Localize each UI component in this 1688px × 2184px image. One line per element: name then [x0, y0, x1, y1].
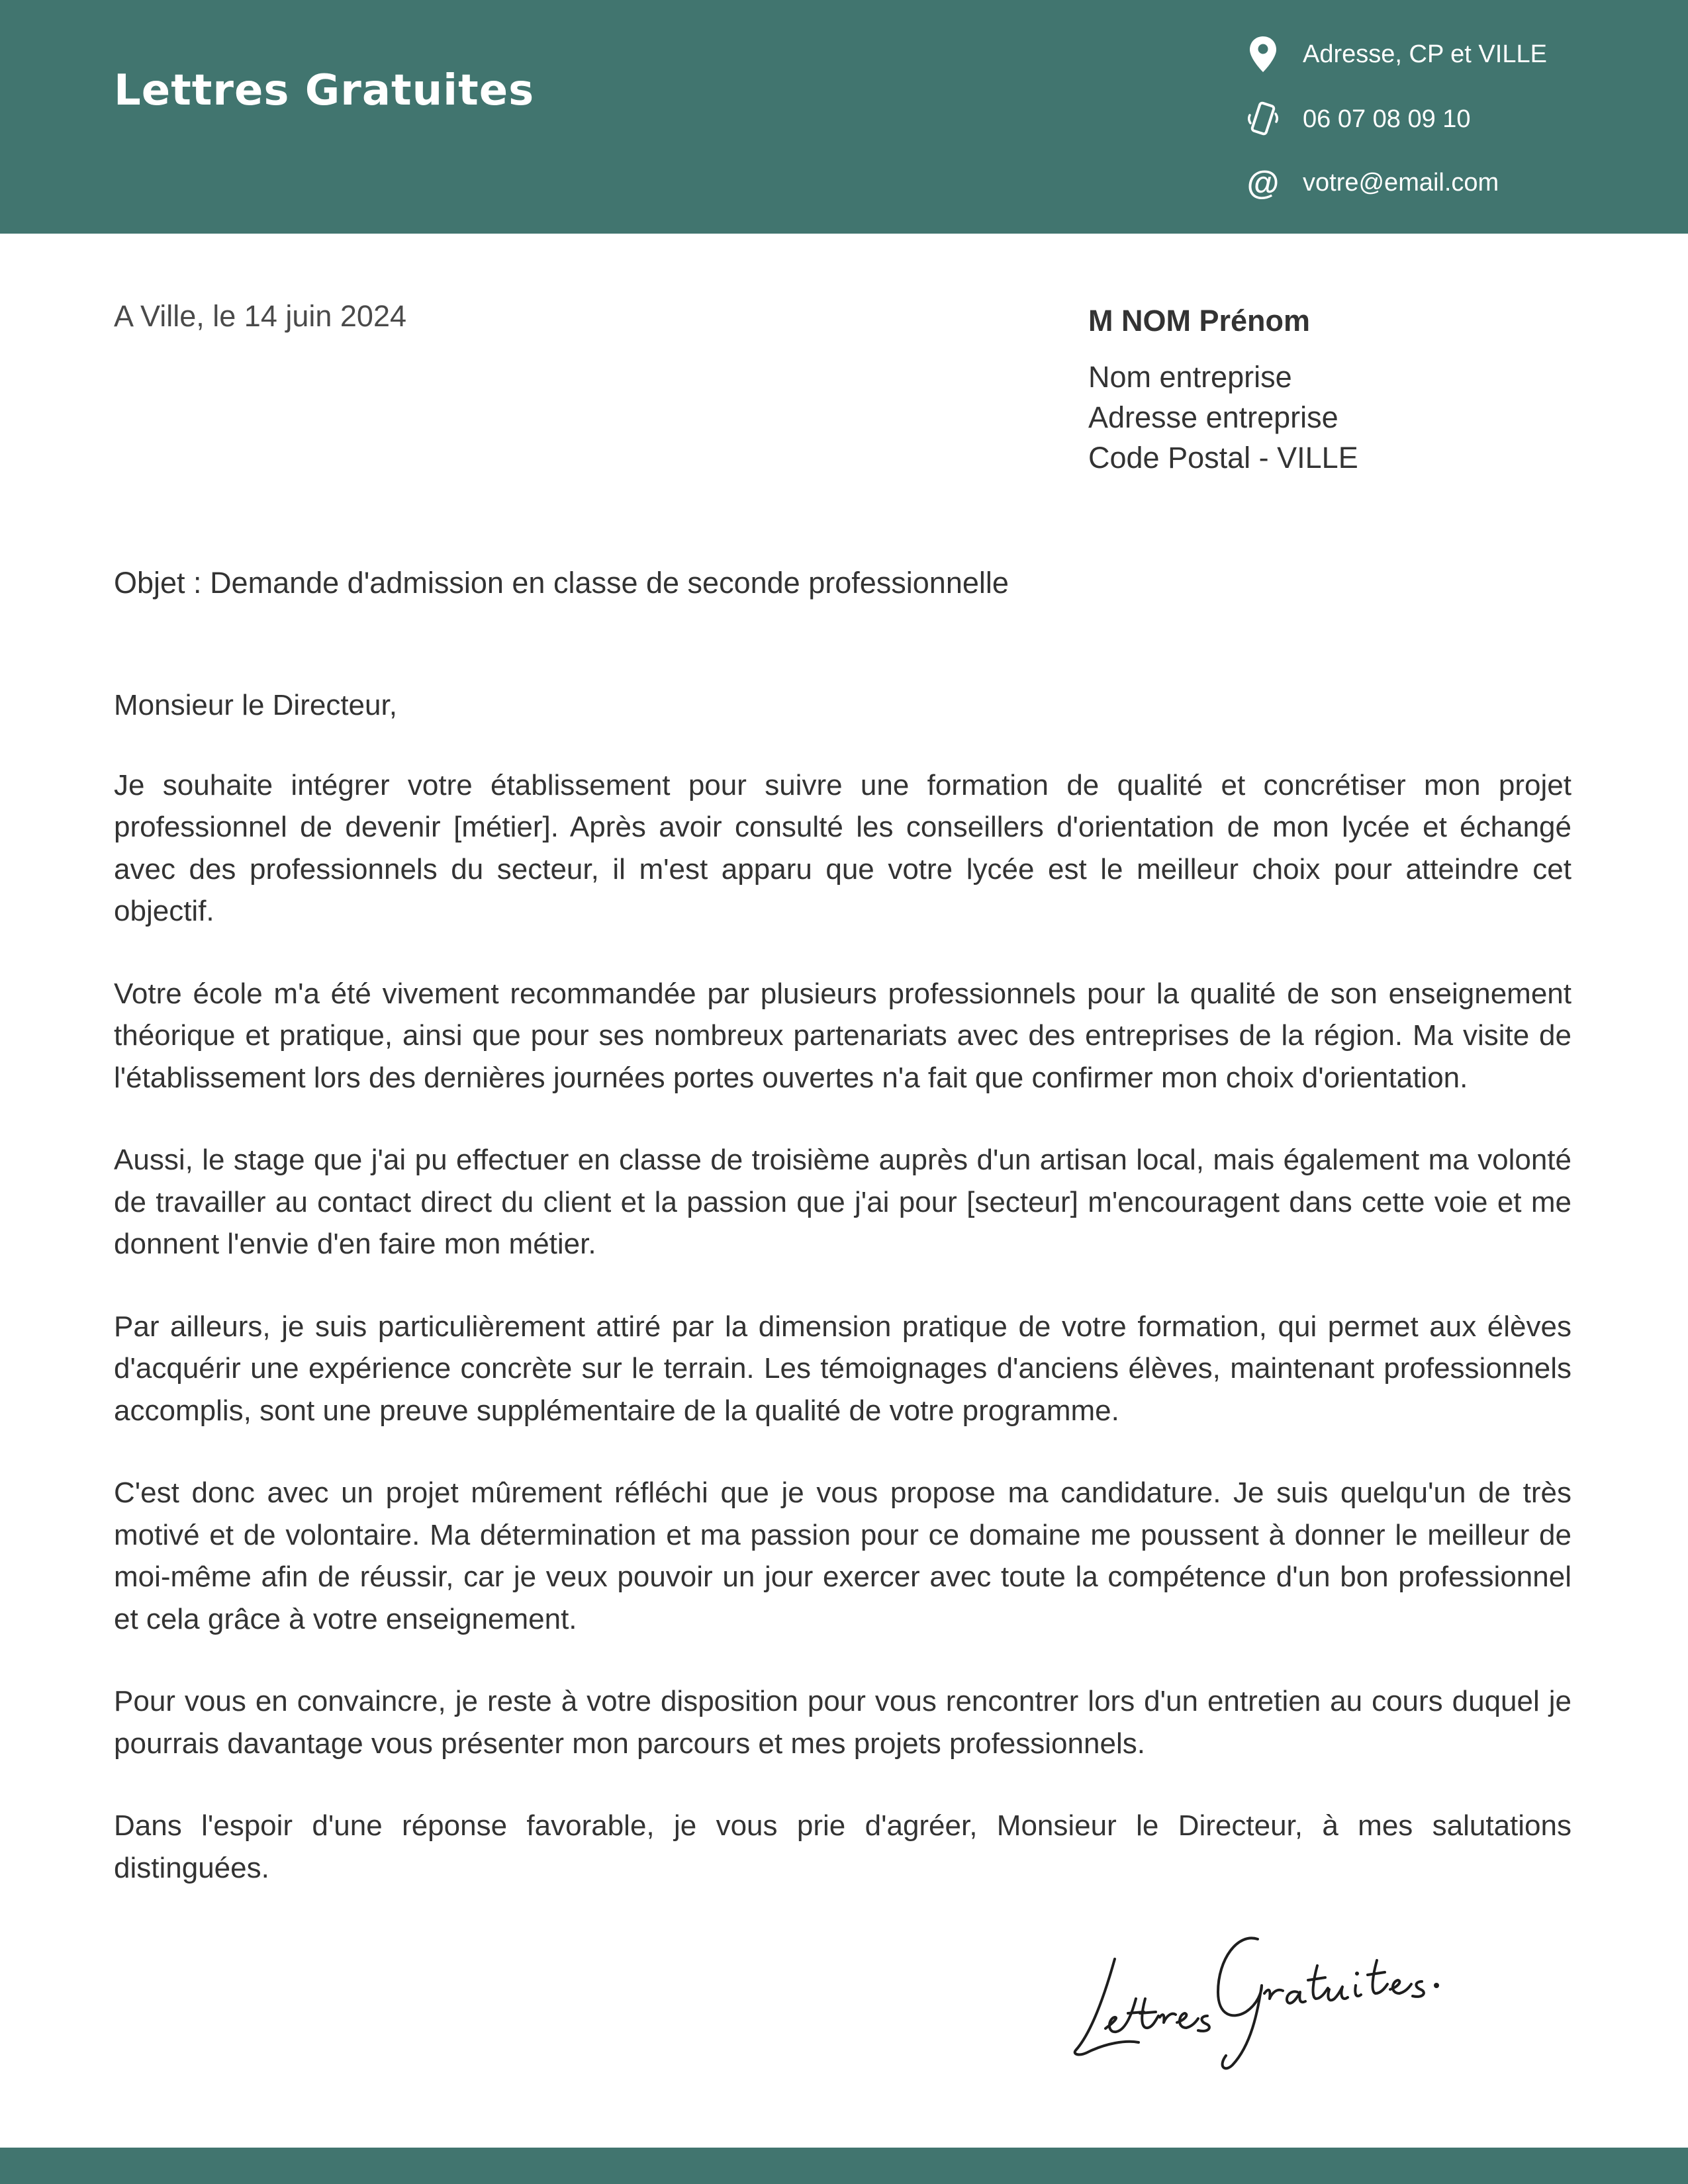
body-paragraph: Pour vous en convaincre, je reste à votre disposition pour vous rencontrer lors d'un entretien au cours duquel je pourrais davantage vous présenter mon parcours et mes projets professionnels. [114, 1685, 1571, 1760]
header-band [0, 0, 1688, 234]
brand-title: Lettres Gratuites [114, 66, 535, 115]
body-paragraph: Je souhaite intégrer votre établissement pour suivre une formation de qualité et concrétiser mon projet professionnel de devenir [métier]. Après avoir consulté les conseillers d'orientation de mon lycée et échangé avec des professionnels du secteur, il m'est apparu que votre lycée est le meilleur choix pour atteindre cet objectif. [114, 768, 1571, 927]
letter-date: A Ville, le 14 juin 2024 [114, 299, 407, 333]
letter-body [114, 684, 1571, 1929]
handwritten-signature [1059, 1893, 1456, 2071]
footer-band [0, 2148, 1688, 2184]
contact-email-text: votre@email.com [1303, 168, 1499, 197]
recipient-block [1088, 300, 1358, 478]
at-sign-icon: @ [1246, 164, 1280, 201]
body-paragraph: Aussi, le stage que j'ai pu effectuer en classe de troisième auprès d'un artisan local, mais également ma volonté de travailler au contact direct du client et la passion que j'ai pour [secteur] m'encouragent dans cette voie et me donnent l'envie d'en faire mon métier. [114, 1144, 1571, 1260]
recipient-company: Nom entreprise [1088, 360, 1292, 394]
body-paragraph: C'est donc avec un projet mûrement réfléchi que je vous propose ma candidature. Je suis quelqu'un de très motivé et de volontaire. Ma détermination et ma passion pour ce domaine me poussent à donner le meilleur de moi-même afin de réussir, car je veux pouvoir un jour exercer avec toute la compétence d'un bon professionnel et cela grâce à votre enseignement. [114, 1477, 1571, 1635]
contact-address-text: Adresse, CP et VILLE [1303, 40, 1547, 68]
recipient-name: M NOM Prénom [1088, 304, 1311, 338]
recipient-city: Code Postal - VILLE [1088, 441, 1358, 475]
letter-subject: Objet : Demande d'admission en classe de seconde professionnelle [114, 566, 1009, 600]
contact-email [1244, 161, 1499, 204]
contact-phone [1244, 98, 1471, 140]
closing-paragraph: Dans l'espoir d'une réponse favorable, je vous prie d'agréer, Monsieur le Directeur, à mes salutations distinguées. [114, 1809, 1571, 1884]
contact-phone-text: 06 07 08 09 10 [1303, 105, 1471, 133]
body-paragraph: Votre école m'a été vivement recommandée par plusieurs professionnels pour la qualité de son enseignement théorique et pratique, ainsi que pour ses nombreux partenariats avec des entreprises de la région. Ma visite de l'établissement lors des dernières journées portes ouvertes n'a fait que confirmer mon choix d'orientation. [114, 977, 1571, 1094]
contact-address [1244, 33, 1547, 75]
phone-icon [1244, 99, 1282, 139]
map-pin-icon [1244, 34, 1282, 74]
salutation: Monsieur le Directeur, [114, 689, 397, 721]
body-paragraph: Par ailleurs, je suis particulièrement attiré par la dimension pratique de votre formation, qui permet aux élèves d'acquérir une expérience concrète sur le terrain. Les témoignages d'anciens élèves, maintenant professionnels accomplis, sont une preuve supplémentaire de la qualité de votre programme. [114, 1310, 1571, 1427]
recipient-address: Adresse entreprise [1088, 400, 1338, 434]
